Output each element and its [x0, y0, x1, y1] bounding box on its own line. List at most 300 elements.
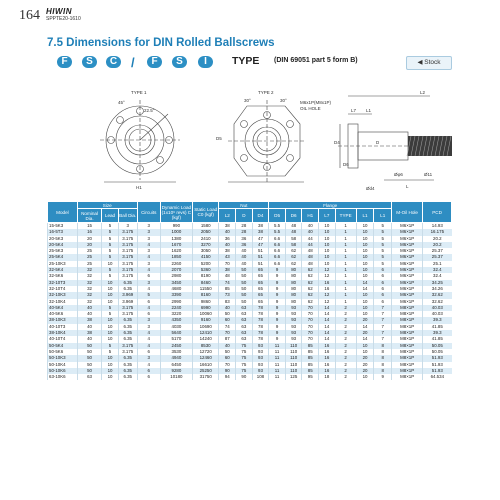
table-cell: 10 — [102, 280, 119, 286]
table-cell: 2 — [335, 305, 356, 311]
table-cell: 7 — [374, 324, 392, 330]
table-cell: 14 — [319, 317, 336, 323]
table-cell: 3.175 — [118, 343, 137, 349]
table-cell: 9 — [269, 280, 286, 286]
table-cell: 5 — [374, 242, 392, 248]
table-cell: 5170 — [160, 336, 192, 342]
table-cell: 5.5 — [269, 229, 286, 235]
table-cell: 93 — [285, 336, 302, 342]
table-cell: 5 — [102, 254, 119, 260]
table-cell: M8×1P — [392, 349, 423, 355]
table-cell: 10 — [102, 336, 119, 342]
technical-drawing — [48, 84, 454, 196]
table-cell: 40 — [236, 254, 253, 260]
table-cell: 3450 — [160, 280, 192, 286]
table-cell: 3 — [137, 280, 160, 286]
table-cell: 5 — [374, 248, 392, 254]
model-cell: 50-5K6 — [48, 349, 78, 355]
table-cell: 12 — [319, 267, 336, 273]
table-cell: 63 — [236, 330, 253, 336]
col-header-lead: Lead — [102, 209, 119, 223]
table-cell: 6.35 — [118, 355, 137, 361]
table-cell: M6×1P — [392, 286, 423, 292]
table-cell: M8×1P — [392, 336, 423, 342]
table-cell: 4 — [137, 305, 160, 311]
table-cell: 6 — [137, 273, 160, 279]
table-cell: 1670 — [160, 242, 192, 248]
table-cell: 80 — [285, 299, 302, 305]
table-cell: 8530 — [192, 343, 219, 349]
table-cell: 6.35 — [118, 324, 137, 330]
table-cell: 3 — [137, 317, 160, 323]
col-header-oil-hole: M-Oil Hole — [392, 202, 423, 223]
col-header-d: D — [236, 209, 253, 223]
table-cell: 50 — [77, 343, 101, 349]
table-cell: 65 — [252, 292, 269, 298]
table-cell: 25 — [77, 248, 101, 254]
table-cell: 1 — [335, 286, 356, 292]
table-cell: 10 — [356, 349, 374, 355]
table-cell: 10 — [102, 324, 119, 330]
table-cell: 62 — [285, 248, 302, 254]
table-cell: 10 — [356, 292, 374, 298]
table-cell: 70 — [219, 330, 236, 336]
table-cell: 8 — [374, 343, 392, 349]
table-cell: 3530 — [160, 349, 192, 355]
table-cell: 2070 — [160, 267, 192, 273]
table-cell: 14240 — [192, 336, 219, 342]
table-cell: 1 — [335, 273, 356, 279]
table-cell: 6 — [374, 286, 392, 292]
din-reference: (DIN 69051 part 5 form B) — [274, 57, 358, 64]
table-cell: 9 — [269, 324, 286, 330]
table-cell: 60 — [219, 355, 236, 361]
col-header-d5: D5 — [269, 209, 286, 223]
table-cell: M8×1P — [392, 355, 423, 361]
type-tag-i: I — [198, 56, 213, 68]
col-header-static-load: Static Load C0 (kgf) — [192, 202, 219, 223]
table-cell: 38 — [77, 317, 101, 323]
table-cell: 8 — [374, 368, 392, 374]
table-cell: 63 — [236, 324, 253, 330]
table-cell: M8×1P — [392, 311, 423, 317]
table-cell: 5 — [137, 292, 160, 298]
table-cell: 20.2 — [423, 242, 452, 248]
table-cell: 40 — [77, 336, 101, 342]
table-cell: M8×1P — [392, 324, 423, 330]
table-cell: 63 — [236, 317, 253, 323]
model-cell: 32-10T4 — [48, 286, 78, 292]
table-cell: 40 — [236, 261, 253, 267]
table-cell: 1380 — [160, 236, 192, 242]
model-cell: 40-10T3 — [48, 324, 78, 330]
table-cell: 93 — [285, 311, 302, 317]
table-cell: 3390 — [160, 292, 192, 298]
table-cell: M8×1P — [392, 305, 423, 311]
model-cell: 32-10K4 — [48, 299, 78, 305]
table-cell: 4350 — [160, 317, 192, 323]
table-cell: 10 — [356, 343, 374, 349]
model-cell: 38-10K4 — [48, 330, 78, 336]
table-cell: M8×1P — [392, 362, 423, 368]
table-cell: 25 — [77, 254, 101, 260]
table-cell: 70 — [302, 324, 319, 330]
table-cell: 9 — [269, 317, 286, 323]
table-cell: 41.85 — [423, 336, 452, 342]
table-cell: 80 — [285, 280, 302, 286]
table-cell: 25250 — [192, 368, 219, 374]
table-cell: 8160 — [192, 292, 219, 298]
table-cell: 7 — [374, 311, 392, 317]
dim-label-l7: L7 — [351, 108, 357, 113]
table-cell: 6 — [137, 299, 160, 305]
table-cell: 50 — [77, 349, 101, 355]
type2-label: TYPE 2 — [258, 90, 274, 95]
table-cell: 25.37 — [423, 248, 452, 254]
table-cell: 10 — [356, 248, 374, 254]
table-cell: M8×1P — [392, 330, 423, 336]
table-cell: 3.175 — [118, 254, 137, 260]
table-cell: 63 — [236, 336, 253, 342]
table-cell: 2 — [335, 324, 356, 330]
table-cell: 3.969 — [118, 299, 137, 305]
table-cell: 10 — [102, 330, 119, 336]
table-cell: 6.35 — [118, 317, 137, 323]
table-cell: 5 — [374, 229, 392, 235]
table-cell: 65 — [252, 267, 269, 273]
table-cell: 5 — [102, 223, 119, 230]
table-cell: 3.175 — [118, 311, 137, 317]
table-cell: 11 — [269, 374, 286, 380]
table-cell: 65 — [252, 273, 269, 279]
page-number: 164 — [19, 8, 40, 23]
table-cell: 3 — [137, 248, 160, 254]
model-cell: 20-5K4 — [48, 242, 78, 248]
table-cell: 39.3 — [423, 330, 452, 336]
table-cell: 6 — [374, 280, 392, 286]
table-cell: 8460 — [192, 280, 219, 286]
table-cell: 78 — [252, 324, 269, 330]
table-cell: 50.05 — [423, 349, 452, 355]
table-cell: 6.35 — [118, 374, 137, 380]
table-cell: 6 — [374, 273, 392, 279]
table-cell: 3.175 — [118, 349, 137, 355]
table-cell: 70 — [302, 317, 319, 323]
table-cell: 1 — [335, 299, 356, 305]
table-cell: 3.175 — [118, 229, 137, 235]
table-cell: 1 — [335, 280, 356, 286]
table-cell: 1 — [335, 223, 356, 230]
table-cell: 38 — [219, 248, 236, 254]
model-cell: 25-10K3 — [48, 261, 78, 267]
table-cell: 12460 — [192, 355, 219, 361]
col-header-pcd: PCD — [423, 202, 452, 223]
table-cell: 85 — [219, 286, 236, 292]
table-cell: 51.93 — [423, 362, 452, 368]
table-cell: 85 — [302, 368, 319, 374]
table-cell: 3 — [137, 355, 160, 361]
dim-label-l2: L2 — [420, 90, 426, 95]
table-cell: 1 — [335, 292, 356, 298]
table-cell: 10 — [319, 242, 336, 248]
col-header-l2: L2 — [219, 209, 236, 223]
table-cell: 70 — [302, 305, 319, 311]
table-cell: 5 — [102, 236, 119, 242]
table-cell: 4 — [137, 286, 160, 292]
table-cell: 12410 — [192, 330, 219, 336]
table-cell: 10690 — [192, 324, 219, 330]
table-cell: 20 — [356, 368, 374, 374]
table-cell: 60 — [219, 317, 236, 323]
table-cell: 38 — [77, 330, 101, 336]
table-cell: 50 — [236, 267, 253, 273]
table-cell: 6.35 — [118, 336, 137, 342]
table-cell: 44 — [302, 242, 319, 248]
table-cell: 10 — [102, 362, 119, 368]
table-cell: 110 — [285, 362, 302, 368]
table-cell: 10 — [102, 292, 119, 298]
table-cell: 80 — [285, 292, 302, 298]
table-cell: 74 — [219, 324, 236, 330]
model-cell: 50-5K4 — [48, 343, 78, 349]
table-cell: 1 — [335, 236, 356, 242]
table-cell: 108 — [252, 374, 269, 380]
table-cell: 75 — [236, 362, 253, 368]
dim-label-d11: Ø11 — [424, 172, 433, 177]
model-cell: 40-5K6 — [48, 311, 78, 317]
table-cell: 5 — [102, 311, 119, 317]
table-cell: 12720 — [192, 349, 219, 355]
table-cell: 50 — [236, 286, 253, 292]
table-cell: 47 — [252, 242, 269, 248]
col-header-h1: H1 — [302, 209, 319, 223]
table-cell: 6 — [137, 368, 160, 374]
table-cell: 25.37 — [423, 254, 452, 260]
table-cell: 32 — [77, 292, 101, 298]
table-cell: 40 — [77, 305, 101, 311]
table-cell: 3220 — [160, 311, 192, 317]
table-cell: 110 — [285, 343, 302, 349]
table-cell: 40 — [302, 229, 319, 235]
table-cell: 3.175 — [118, 273, 137, 279]
table-cell: 32.4 — [423, 267, 452, 273]
table-cell: 8 — [374, 349, 392, 355]
table-cell: 3.175 — [118, 267, 137, 273]
table-cell: 10 — [102, 374, 119, 380]
table-cell: 5 — [102, 349, 119, 355]
table-cell: 3 — [137, 229, 160, 235]
table-cell: 85 — [302, 362, 319, 368]
table-cell: 6.35 — [118, 280, 137, 286]
table-cell: 20 — [356, 362, 374, 368]
model-cell: 25-5K3 — [48, 248, 78, 254]
table-cell: 1850 — [160, 254, 192, 260]
type-tag-f2: F — [147, 56, 162, 68]
dim-label-h1-type1: H1 — [136, 185, 142, 190]
table-cell: 2 — [335, 317, 356, 323]
col-header-model: Model — [48, 202, 78, 223]
table-cell: 93 — [252, 368, 269, 374]
table-cell: 78 — [252, 317, 269, 323]
table-cell: 40 — [77, 324, 101, 330]
table-cell: 3270 — [192, 242, 219, 248]
group-header-flange: Flange — [269, 202, 392, 209]
table-cell: 62 — [302, 299, 319, 305]
table-cell: 6990 — [192, 305, 219, 311]
brand-logo: HIWIN — [46, 7, 73, 16]
table-cell: 34.26 — [423, 286, 452, 292]
table-cell: 64.534 — [423, 374, 452, 380]
table-cell: 2450 — [160, 343, 192, 349]
table-cell: 93 — [285, 305, 302, 311]
table-cell: 32.62 — [423, 292, 452, 298]
table-cell: 9160 — [192, 317, 219, 323]
table-cell: 14.93 — [423, 223, 452, 230]
table-cell: M6×1P — [392, 261, 423, 267]
table-cell: 44 — [302, 236, 319, 242]
table-cell: 65 — [252, 280, 269, 286]
table-cell: 14 — [319, 330, 336, 336]
table-cell: 85 — [302, 349, 319, 355]
table-cell: 38 — [252, 223, 269, 230]
angle-label-3: 30° — [244, 98, 251, 103]
table-cell: 10 — [102, 286, 119, 292]
table-cell: 5200 — [192, 261, 219, 267]
table-cell: 32.4 — [423, 273, 452, 279]
table-cell: 32 — [77, 286, 101, 292]
model-cell: 40-5K4 — [48, 305, 78, 311]
table-cell: 4 — [137, 267, 160, 273]
table-cell: 50 — [236, 273, 253, 279]
group-header-size: Size — [77, 202, 137, 209]
table-cell: 3 — [137, 324, 160, 330]
table-cell: M6×1P — [392, 223, 423, 230]
table-cell: 9 — [269, 299, 286, 305]
col-header-nominal-dia: Nominal Dia. — [77, 209, 101, 223]
table-cell: 10 — [356, 267, 374, 273]
table-cell: 9 — [269, 273, 286, 279]
table-cell: 70 — [219, 362, 236, 368]
table-cell: 75 — [236, 349, 253, 355]
table-cell: 5 — [374, 236, 392, 242]
model-cell: 32-10T3 — [48, 280, 78, 286]
table-cell: 28 — [236, 229, 253, 235]
table-cell: 36 — [236, 242, 253, 248]
table-cell: 16 — [319, 343, 336, 349]
table-cell: 9860 — [192, 299, 219, 305]
table-cell: 40 — [236, 248, 253, 254]
table-cell: 3 — [118, 223, 137, 230]
table-cell: 1 — [335, 248, 356, 254]
type1-label: TYPE 1 — [131, 90, 147, 95]
table-cell: 20 — [356, 355, 374, 361]
table-cell: 10 — [102, 317, 119, 323]
table-cell: 1 — [335, 261, 356, 267]
table-cell: 50 — [77, 355, 101, 361]
dim-label-d: D — [376, 140, 380, 145]
table-cell: M6×1P — [392, 292, 423, 298]
model-cell: 32-5K4 — [48, 267, 78, 273]
table-cell: 4940 — [160, 355, 192, 361]
table-cell: 36 — [236, 236, 253, 242]
table-cell: 50 — [77, 368, 101, 374]
table-cell: 6 — [374, 267, 392, 273]
model-cell: 15-5K3 — [48, 223, 78, 230]
col-header-d4: D4 — [252, 209, 269, 223]
table-cell: 78 — [252, 336, 269, 342]
oil-hole-label-2: OIL HOLE — [300, 106, 321, 111]
dim-label-l1: L1 — [366, 108, 372, 113]
table-cell: 94 — [219, 374, 236, 380]
table-cell: 93 — [252, 355, 269, 361]
table-cell: 78 — [252, 305, 269, 311]
table-cell: 10060 — [192, 311, 219, 317]
table-cell: 51 — [252, 248, 269, 254]
col-header-circuits: Circuits — [137, 202, 160, 223]
table-cell: 4 — [137, 343, 160, 349]
table-cell: 14 — [319, 336, 336, 342]
model-cell: 50-10K6 — [48, 368, 78, 374]
dim-label-d6-hole: Øφ6 — [394, 172, 403, 177]
table-cell: 36 — [219, 236, 236, 242]
table-cell: 11550 — [192, 286, 219, 292]
table-cell: 65 — [252, 299, 269, 305]
table-cell: 80 — [285, 267, 302, 273]
table-cell: 10 — [356, 254, 374, 260]
table-cell: 10 — [356, 374, 374, 380]
table-cell: 3050 — [192, 248, 219, 254]
table-cell: 14 — [319, 305, 336, 311]
table-cell: 1000 — [160, 229, 192, 235]
table-cell: 9 — [269, 311, 286, 317]
table-cell: 4 — [137, 242, 160, 248]
table-cell: 70 — [302, 330, 319, 336]
table-cell: 10 — [102, 261, 119, 267]
triangle-icon: ◀ — [417, 59, 423, 66]
table-cell: 74 — [219, 280, 236, 286]
table-cell: 2 — [335, 336, 356, 342]
table-cell: 75 — [236, 368, 253, 374]
table-cell: 48 — [302, 261, 319, 267]
table-cell: 3.175 — [118, 242, 137, 248]
table-cell: 11 — [269, 355, 286, 361]
dim-label-l: L — [406, 184, 409, 189]
table-cell: 5 — [102, 343, 119, 349]
table-cell: 40 — [302, 223, 319, 230]
table-cell: 48 — [285, 223, 302, 230]
table-cell: 90 — [236, 374, 253, 380]
table-cell: 8 — [374, 362, 392, 368]
table-cell: 10 — [319, 229, 336, 235]
table-cell: 73 — [219, 292, 236, 298]
table-cell: 40 — [219, 305, 236, 311]
table-cell: 6.6 — [269, 254, 286, 260]
table-cell: 5 — [102, 273, 119, 279]
table-cell: 5640 — [160, 330, 192, 336]
angle-label-4: 30° — [280, 98, 287, 103]
table-cell: 34.25 — [423, 280, 452, 286]
table-cell: 10 — [319, 223, 336, 230]
table-cell: 25 — [77, 261, 101, 267]
table-cell: 51 — [252, 254, 269, 260]
table-cell: 9 — [269, 286, 286, 292]
table-cell: 2 — [335, 349, 356, 355]
type-tag-f1: F — [57, 56, 72, 68]
table-cell: 1 — [335, 267, 356, 273]
table-cell: 20 — [77, 236, 101, 242]
table-cell: 50 — [236, 280, 253, 286]
table-cell: 18 — [319, 374, 336, 380]
